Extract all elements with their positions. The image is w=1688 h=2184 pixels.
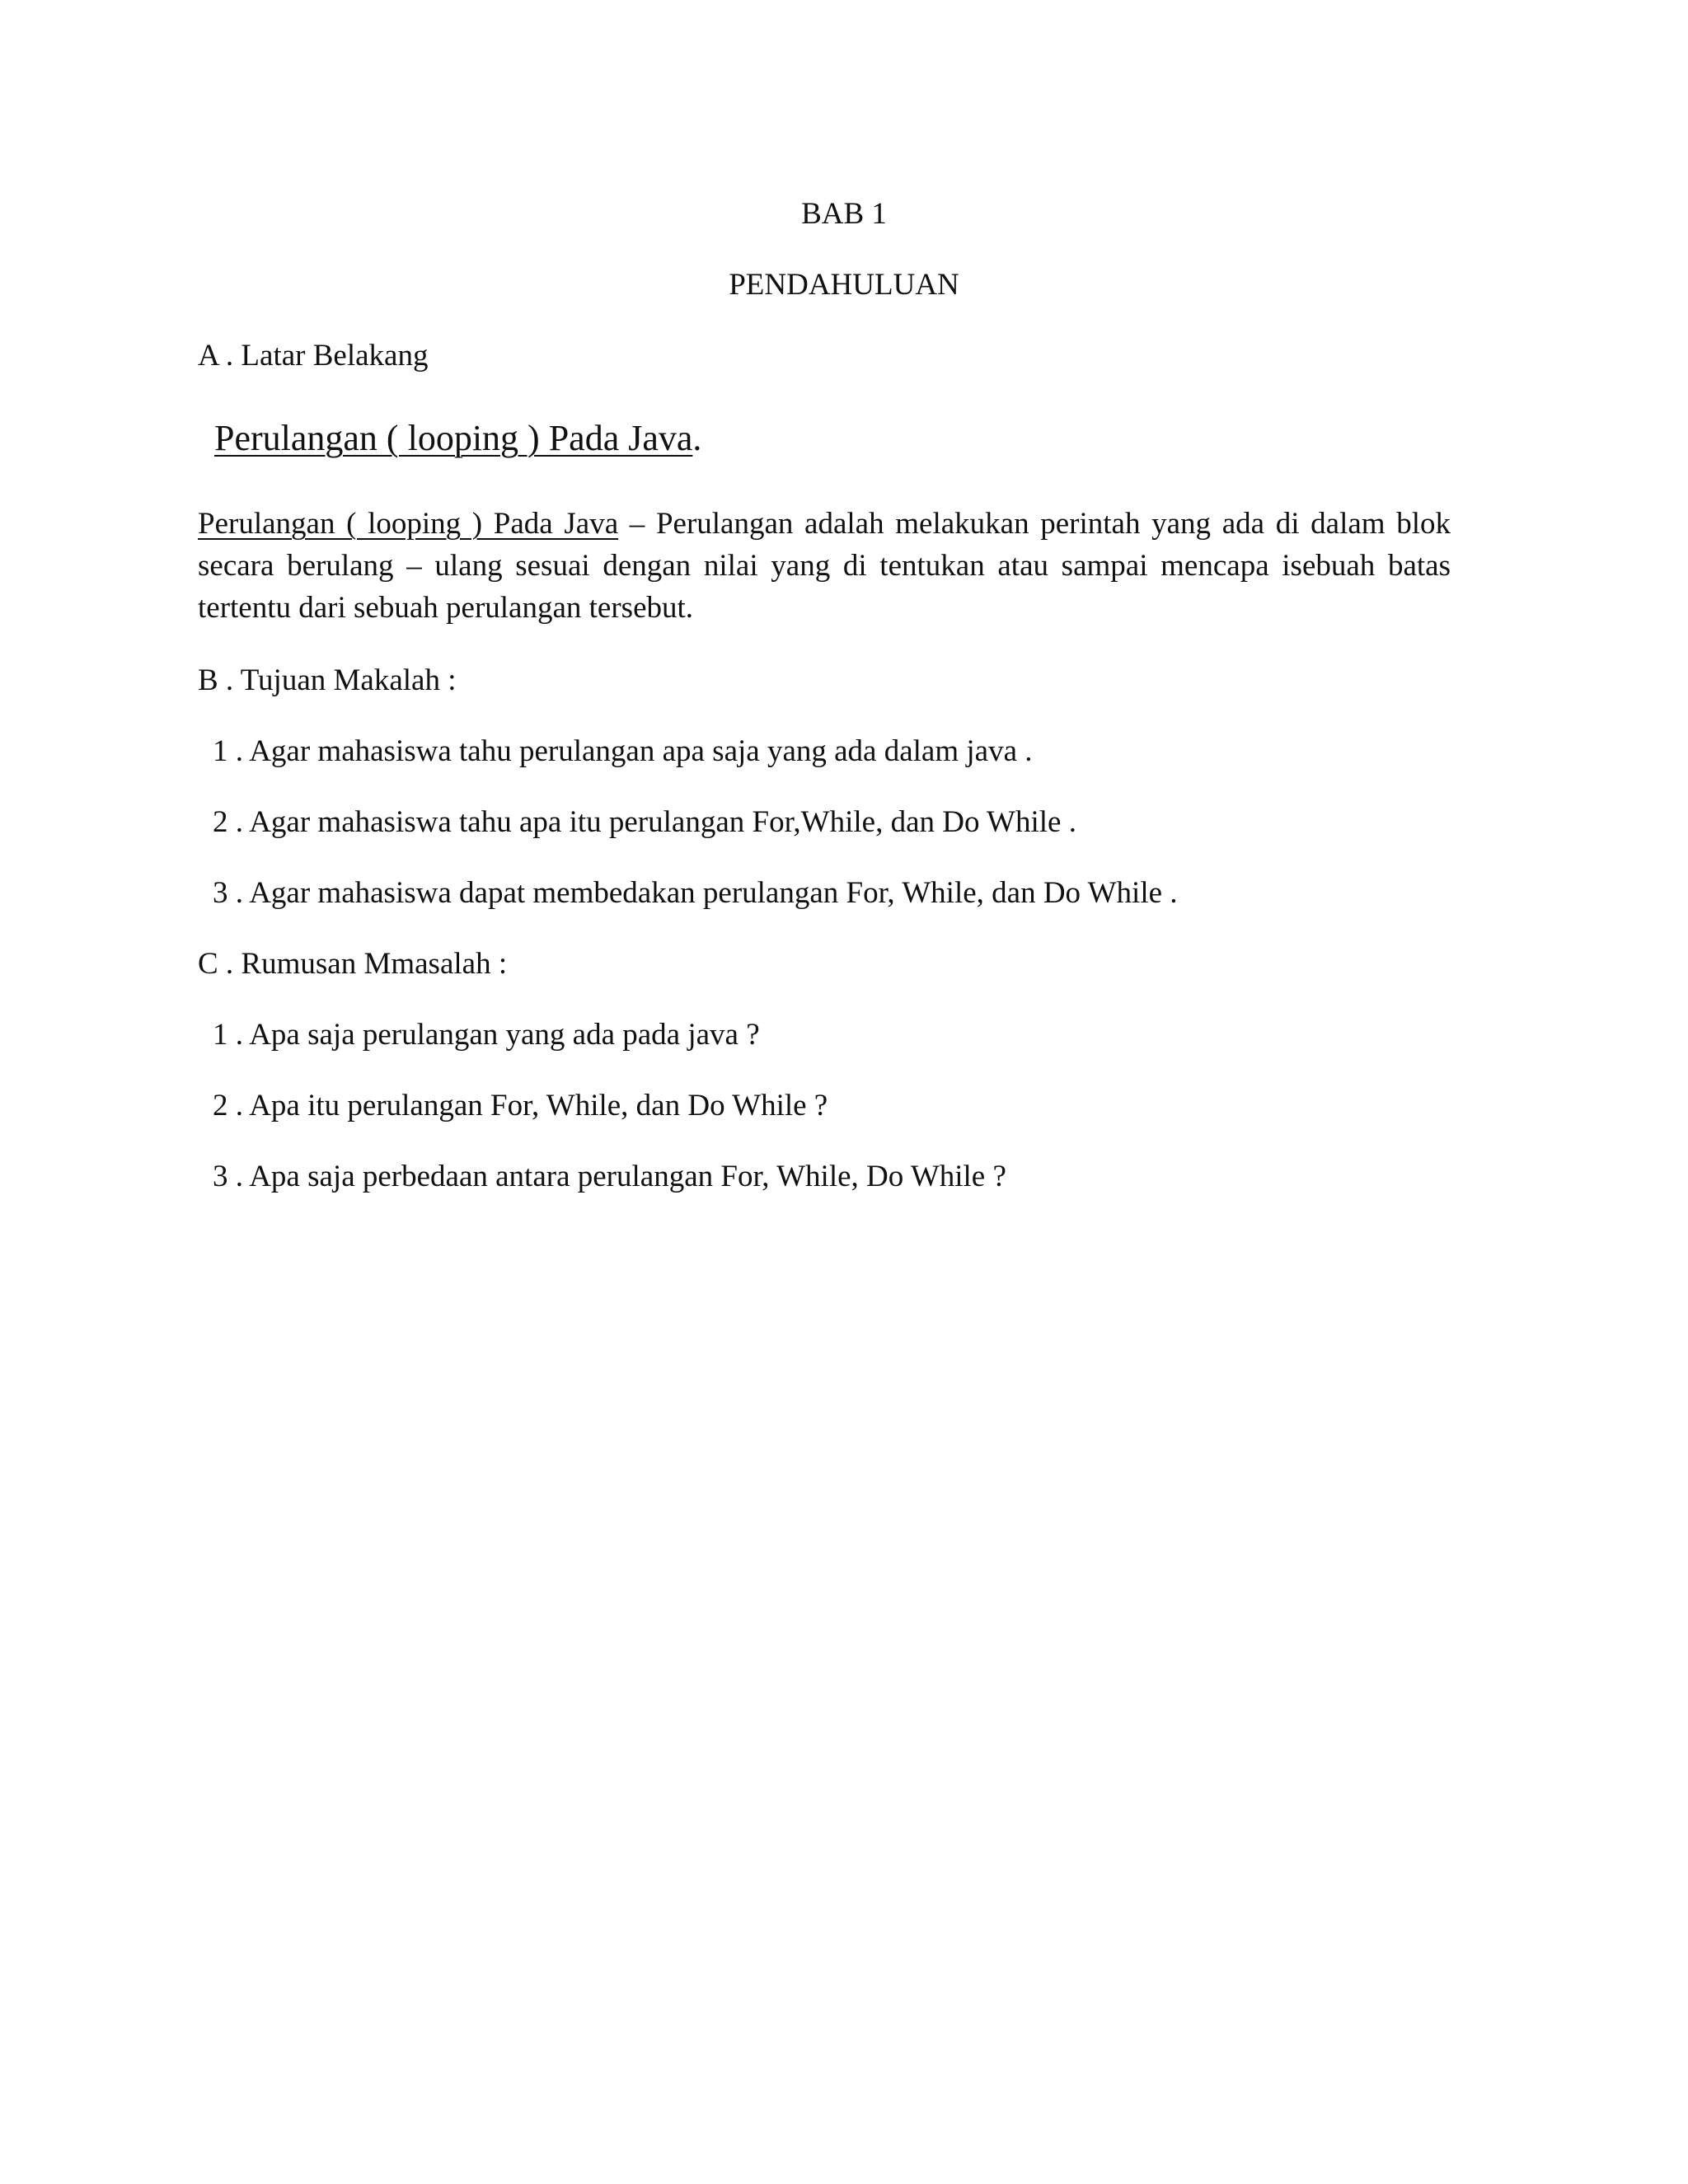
topic-title: [214, 417, 701, 460]
objective-item-3: 3 . Agar mahasiswa dapat membedakan perulangan For, While, dan Do While .: [213, 876, 1178, 910]
problem-item-2: 2 . Apa itu perulangan For, While, dan Do While ?: [213, 1089, 828, 1122]
problem-item-1: 1 . Apa saja perulangan yang ada pada java ?: [213, 1018, 760, 1052]
section-a-heading: A . Latar Belakang: [198, 339, 429, 373]
objective-item-1: 1 . Agar mahasiswa tahu perulangan apa saja yang ada dalam java .: [213, 734, 1033, 768]
paragraph-link-text: Perulangan ( looping ) Pada Java: [198, 507, 619, 541]
topic-title-text: Perulangan ( looping ) Pada Java: [214, 418, 693, 458]
chapter-label: BAB 1: [801, 197, 887, 231]
chapter-title: PENDAHULUAN: [729, 268, 959, 302]
section-b-heading: B . Tujuan Makalah :: [198, 663, 457, 697]
topic-title-period: .: [692, 418, 702, 458]
section-a-paragraph: [198, 503, 1451, 629]
paragraph-body-text: – Perulangan adalah melakukan perintah yang ada di dalam blok secara berulang – ulang sesuai dengan nilai yang di tentukan atau sampai mencapa isebuah batas tertentu dari sebuah perulangan tersebut.: [198, 507, 1451, 625]
section-c-heading: C . Rumusan Mmasalah :: [198, 947, 508, 981]
problem-item-3: 3 . Apa saja perbedaan antara perulangan For, While, Do While ?: [213, 1160, 1006, 1193]
objective-item-2: 2 . Agar mahasiswa tahu apa itu perulangan For,While, dan Do While .: [213, 805, 1076, 839]
